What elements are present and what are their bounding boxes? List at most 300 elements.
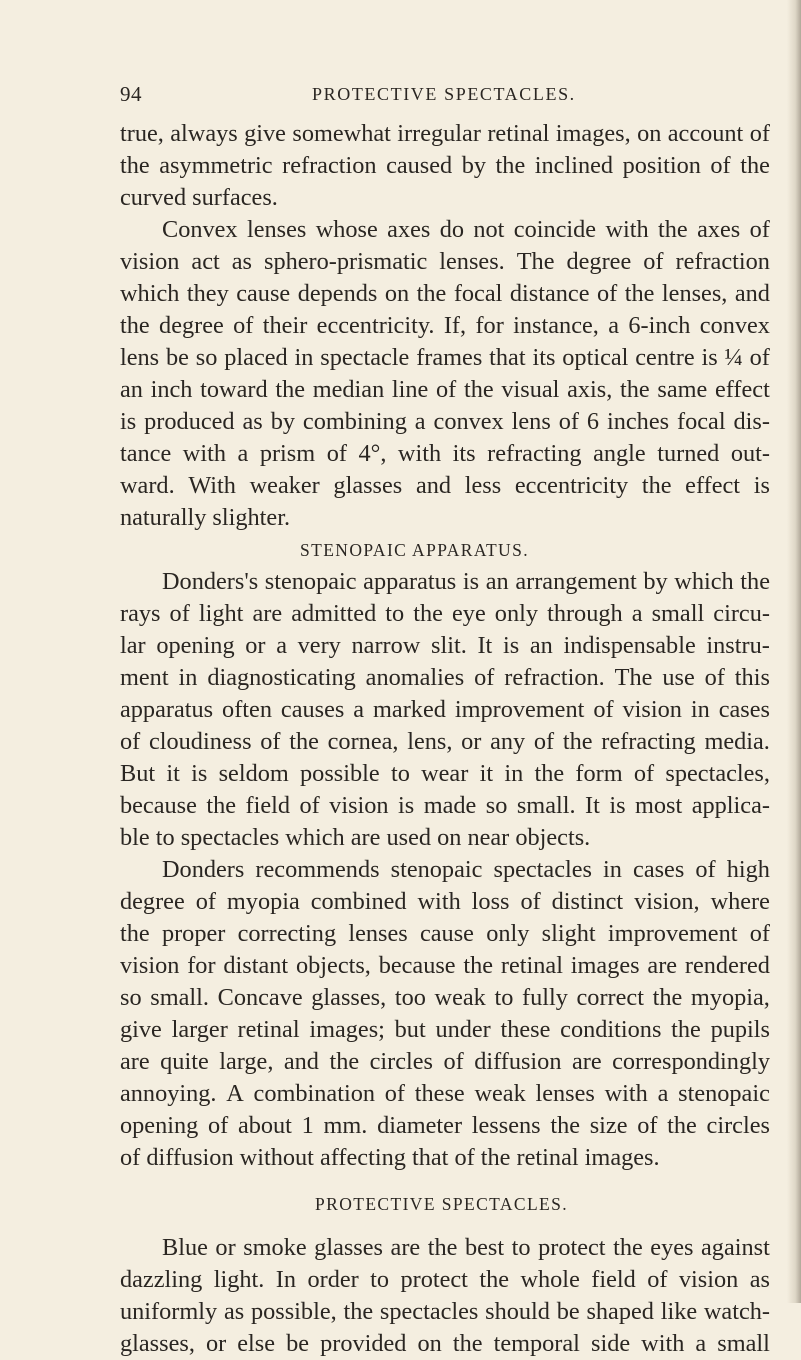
- word: it: [479, 760, 494, 787]
- word: the: [619, 376, 650, 403]
- word: If,: [443, 312, 467, 339]
- word: this: [734, 664, 770, 691]
- word: weaker: [249, 472, 320, 499]
- word: watch-: [703, 1298, 770, 1325]
- text-line: [120, 214, 770, 246]
- word: focal: [677, 408, 726, 435]
- word: It: [585, 792, 600, 819]
- word: anomalies: [365, 664, 465, 691]
- text-line: [120, 662, 770, 694]
- word: a: [657, 1080, 669, 1107]
- word: an: [529, 632, 553, 659]
- word: a: [414, 408, 426, 435]
- word: the: [550, 1112, 580, 1139]
- word: Donders: [162, 856, 245, 883]
- text-line: [120, 726, 770, 758]
- word: are: [390, 1234, 421, 1261]
- word: But: [120, 760, 156, 787]
- word: of: [520, 888, 541, 915]
- word: only: [494, 600, 538, 627]
- word: are: [120, 1048, 150, 1075]
- word: the: [495, 152, 526, 179]
- word: only: [486, 920, 530, 947]
- word: for: [475, 312, 504, 339]
- word: fully: [521, 984, 568, 1011]
- word: the: [652, 984, 683, 1011]
- word: slit.: [431, 632, 467, 659]
- word: is: [609, 792, 626, 819]
- word: median: [312, 376, 385, 403]
- word: of: [260, 728, 281, 755]
- text-line: [120, 982, 770, 1014]
- word: causes: [280, 696, 345, 723]
- word: vision: [120, 248, 180, 275]
- word: circles: [369, 1048, 433, 1075]
- word: size: [589, 1112, 628, 1139]
- word: as: [749, 1266, 770, 1293]
- word: of: [749, 344, 770, 371]
- word: the: [343, 1298, 374, 1325]
- word: whole: [520, 1266, 580, 1293]
- word: with: [641, 1330, 685, 1357]
- word: improvement: [607, 920, 738, 947]
- body-text: [120, 118, 770, 1360]
- word: to: [390, 760, 410, 787]
- word: myopia,: [690, 984, 770, 1011]
- word: of: [436, 376, 457, 403]
- word: distinct: [551, 888, 624, 915]
- text-line: [120, 918, 770, 950]
- word: ¼: [724, 344, 743, 371]
- word: provided: [320, 1330, 407, 1357]
- word: apparatus: [363, 568, 457, 595]
- word: any: [490, 728, 526, 755]
- word: prism: [259, 440, 316, 467]
- word: lar: [120, 632, 146, 659]
- word: with: [605, 216, 649, 243]
- word: 1: [301, 1112, 314, 1139]
- word: somewhat: [292, 120, 391, 147]
- word: of: [749, 216, 770, 243]
- word: lens: [511, 408, 551, 435]
- word: cases: [718, 696, 770, 723]
- word: cases: [633, 856, 685, 883]
- word: eyes: [650, 1234, 694, 1261]
- word: cause: [419, 920, 474, 947]
- word: ward.: [120, 472, 175, 499]
- word: lens: [120, 344, 160, 371]
- word: degree: [159, 312, 224, 339]
- word: lenses.: [439, 248, 505, 275]
- word: high: [726, 856, 770, 883]
- word: angle: [593, 440, 646, 467]
- text-line: naturally slighter.: [120, 504, 291, 531]
- word: A: [226, 1080, 244, 1107]
- word: or: [245, 632, 266, 659]
- word: by: [643, 568, 668, 595]
- word: or: [215, 1234, 236, 1261]
- word: eccentricity: [514, 472, 629, 499]
- word: a: [631, 600, 643, 627]
- word: else: [237, 1330, 276, 1357]
- word: so: [120, 984, 142, 1011]
- word: wear: [421, 760, 469, 787]
- text-line: [120, 1078, 770, 1110]
- word: vision: [329, 792, 389, 819]
- word: centre: [635, 344, 695, 371]
- section-heading: PROTECTIVE SPECTACLES.: [315, 1194, 569, 1214]
- word: possible,: [250, 1298, 337, 1325]
- word: always: [170, 120, 238, 147]
- word: is: [701, 344, 718, 371]
- word: lenses: [348, 920, 408, 947]
- word: admitted: [291, 600, 377, 627]
- word: images: [570, 952, 640, 979]
- word: of: [443, 1048, 464, 1075]
- word: small.: [516, 792, 576, 819]
- word: opening: [156, 632, 235, 659]
- word: axis,: [567, 376, 613, 403]
- word: through: [547, 600, 623, 627]
- text-line: [120, 758, 770, 790]
- text-line: [120, 310, 770, 342]
- word: the: [613, 1234, 643, 1261]
- word: recommends: [255, 856, 380, 883]
- word: caused: [386, 152, 453, 179]
- word: annoying.: [120, 1080, 217, 1107]
- word: on: [417, 1330, 442, 1357]
- word: the: [120, 152, 150, 179]
- word: these: [500, 1016, 551, 1043]
- word: convex: [699, 312, 770, 339]
- word: for: [187, 952, 216, 979]
- word: a: [276, 632, 287, 659]
- text-line: [120, 598, 770, 630]
- word: distant: [223, 952, 289, 979]
- word: it: [166, 760, 180, 787]
- word: loss: [471, 888, 510, 915]
- word: should: [485, 1298, 550, 1325]
- word: same: [657, 376, 708, 403]
- word: or: [205, 1330, 227, 1357]
- word: larger: [171, 1016, 228, 1043]
- word: as: [231, 248, 252, 275]
- word: or: [461, 728, 482, 755]
- word: refracting: [487, 440, 582, 467]
- word: line: [391, 376, 429, 403]
- word: of: [695, 856, 716, 883]
- word: of: [637, 1112, 658, 1139]
- word: retinal: [500, 952, 563, 979]
- word: myopia: [226, 888, 300, 915]
- word: stenopaic: [390, 856, 483, 883]
- word: best: [464, 1234, 505, 1261]
- word: retinal: [237, 1016, 300, 1043]
- word: glasses: [333, 472, 403, 499]
- word: the: [120, 312, 150, 339]
- word: which: [120, 280, 180, 307]
- word: use: [662, 664, 695, 691]
- word: the: [275, 376, 306, 403]
- word: order: [307, 1266, 359, 1293]
- word: inches: [607, 408, 670, 435]
- word: the: [289, 728, 319, 755]
- word: the: [740, 568, 770, 595]
- word: out-: [730, 440, 770, 467]
- word: optical: [562, 344, 629, 371]
- text-line: [120, 118, 770, 150]
- word: images,: [555, 120, 631, 147]
- word: cornea,: [327, 728, 399, 755]
- word: 6: [586, 408, 600, 435]
- word: asymmetric: [159, 152, 273, 179]
- word: combination: [253, 1080, 376, 1107]
- word: is: [462, 568, 480, 595]
- text-line: [120, 1296, 770, 1328]
- word: 6-inch: [628, 312, 691, 339]
- word: It: [477, 632, 493, 659]
- word: in: [690, 696, 710, 723]
- word: very: [297, 632, 341, 659]
- word: field: [245, 792, 291, 819]
- word: turned: [657, 440, 720, 467]
- word: in: [294, 344, 314, 371]
- word: of: [326, 440, 347, 467]
- word: convex: [433, 408, 504, 435]
- word: 4°,: [358, 440, 387, 467]
- word: of: [704, 664, 725, 691]
- word: weak: [434, 984, 486, 1011]
- word: and: [415, 472, 452, 499]
- word: distance: [509, 280, 590, 307]
- word: cloudiness: [148, 728, 252, 755]
- word: of: [749, 120, 770, 147]
- word: inch: [150, 376, 193, 403]
- word: degree: [566, 248, 632, 275]
- word: spectacles: [379, 1298, 479, 1325]
- word: glasses: [314, 1234, 384, 1261]
- word: toward: [200, 376, 268, 403]
- word: retinal: [487, 120, 550, 147]
- word: refracting: [601, 728, 696, 755]
- word: the: [624, 280, 655, 307]
- text-line: [120, 566, 770, 598]
- word: and: [283, 1048, 319, 1075]
- word: correspondingly: [612, 1048, 770, 1075]
- word: the: [658, 216, 688, 243]
- text-line: [120, 150, 770, 182]
- text-line: [120, 886, 770, 918]
- word: to: [511, 1234, 531, 1261]
- word: dis-: [733, 408, 770, 435]
- word: refraction.: [504, 664, 605, 691]
- word: dazzling: [120, 1266, 203, 1293]
- word: temporal: [493, 1330, 580, 1357]
- word: the: [562, 728, 593, 755]
- word: With: [188, 472, 236, 499]
- word: its: [532, 344, 556, 371]
- word: the: [740, 152, 770, 179]
- word: the: [479, 1266, 510, 1293]
- word: weak: [474, 1080, 526, 1107]
- text-line: [120, 342, 770, 374]
- running-head: [120, 82, 770, 110]
- word: stenopaic: [678, 1080, 770, 1107]
- word: visual: [501, 376, 560, 403]
- word: Blue: [162, 1234, 208, 1261]
- word: position: [622, 152, 701, 179]
- word: refraction: [282, 152, 377, 179]
- word: ment: [120, 664, 169, 691]
- word: is: [191, 760, 208, 787]
- word: whose: [315, 216, 378, 243]
- word: of: [593, 696, 614, 723]
- word: light: [198, 600, 244, 627]
- word: in: [603, 856, 622, 883]
- word: mm.: [323, 1112, 368, 1139]
- word: spectacles,: [665, 760, 770, 787]
- text-line: [120, 278, 770, 310]
- word: field: [591, 1266, 636, 1293]
- word: correcting: [237, 920, 337, 947]
- word: lenses: [535, 1080, 595, 1107]
- word: is: [502, 632, 520, 659]
- text-line: [120, 406, 770, 438]
- word: diffusion: [474, 1048, 562, 1075]
- word: a: [695, 1330, 707, 1357]
- word: combined: [310, 888, 407, 915]
- word: the: [427, 1234, 458, 1261]
- word: less: [464, 472, 502, 499]
- word: refraction: [675, 248, 770, 275]
- word: of: [474, 664, 495, 691]
- word: frames: [416, 344, 483, 371]
- word: Concave: [217, 984, 303, 1011]
- word: axes: [387, 216, 431, 243]
- word: as: [223, 1298, 245, 1325]
- word: with: [604, 1080, 648, 1107]
- word: glasses,: [311, 984, 387, 1011]
- word: arrangement: [515, 568, 637, 595]
- word: stenopaic: [264, 568, 357, 595]
- page-edge-shadow: [787, 0, 801, 1303]
- word: eccentricity.: [316, 312, 435, 339]
- word: slight: [541, 920, 596, 947]
- word: where: [710, 888, 770, 915]
- text-line: [120, 1014, 770, 1046]
- word: conditions: [560, 1016, 662, 1043]
- word: circles: [706, 1112, 770, 1139]
- word: small: [717, 1330, 770, 1357]
- word: vision: [678, 1266, 739, 1293]
- word: in: [504, 760, 524, 787]
- text-line: [120, 1110, 770, 1142]
- word: applica-: [691, 792, 770, 819]
- word: lessens: [471, 1112, 541, 1139]
- word: a: [608, 312, 619, 339]
- word: give: [244, 120, 286, 147]
- word: so: [485, 792, 508, 819]
- word: shaped: [586, 1298, 654, 1325]
- word: under: [435, 1016, 491, 1043]
- text-line: of diffusion without affecting that of the retinal images.: [120, 1144, 660, 1171]
- word: coincide: [513, 216, 597, 243]
- word: uniformly: [120, 1298, 218, 1325]
- word: the: [329, 1048, 360, 1075]
- word: be: [556, 1298, 580, 1325]
- word: of: [169, 600, 190, 627]
- word: lenses: [246, 216, 307, 243]
- word: Convex: [162, 216, 238, 243]
- word: give: [120, 1016, 162, 1043]
- word: images;: [309, 1016, 385, 1043]
- word: be: [286, 1330, 310, 1357]
- word: the: [413, 600, 443, 627]
- word: account: [667, 120, 744, 147]
- word: and: [734, 280, 770, 307]
- word: of: [120, 728, 141, 755]
- word: glasses,: [120, 1330, 195, 1357]
- word: its: [452, 440, 476, 467]
- word: with: [182, 440, 226, 467]
- word: of: [596, 280, 618, 307]
- word: side: [590, 1330, 631, 1357]
- word: their: [262, 312, 308, 339]
- running-title: PROTECTIVE SPECTACLES.: [312, 84, 576, 104]
- word: seldom: [218, 760, 289, 787]
- word: the: [667, 1112, 697, 1139]
- word: a: [353, 696, 365, 723]
- word: too: [394, 984, 426, 1011]
- word: sphero-prismatic: [263, 248, 428, 275]
- word: they: [186, 280, 229, 307]
- word: spectacle: [320, 344, 410, 371]
- word: correct: [576, 984, 644, 1011]
- text-line: ble to spectacles which are used on near objects.: [120, 824, 591, 851]
- word: of: [233, 312, 254, 339]
- word: large,: [219, 1048, 274, 1075]
- word: with: [417, 888, 461, 915]
- word: light.: [213, 1266, 265, 1293]
- word: In: [275, 1266, 297, 1293]
- word: placed: [224, 344, 288, 371]
- word: about: [237, 1112, 292, 1139]
- word: small: [651, 600, 705, 627]
- word: circu-: [713, 600, 770, 627]
- word: protect: [400, 1266, 468, 1293]
- word: are: [252, 600, 283, 627]
- word: is: [398, 792, 415, 819]
- word: the: [463, 952, 494, 979]
- word: but: [394, 1016, 426, 1043]
- word: small.: [150, 984, 209, 1011]
- section-heading: STENOPAIC APPARATUS.: [300, 540, 530, 560]
- word: true,: [120, 120, 164, 147]
- word: of: [710, 152, 731, 179]
- word: proper: [161, 920, 226, 947]
- word: a: [237, 440, 249, 467]
- word: in: [178, 664, 198, 691]
- word: cause: [236, 280, 291, 307]
- word: vision,: [634, 888, 700, 915]
- word: most: [634, 792, 683, 819]
- word: rays: [120, 600, 161, 627]
- text-line: [120, 790, 770, 822]
- word: are: [647, 952, 678, 979]
- word: degree: [120, 888, 185, 915]
- word: the: [534, 760, 565, 787]
- word: the: [671, 1016, 701, 1043]
